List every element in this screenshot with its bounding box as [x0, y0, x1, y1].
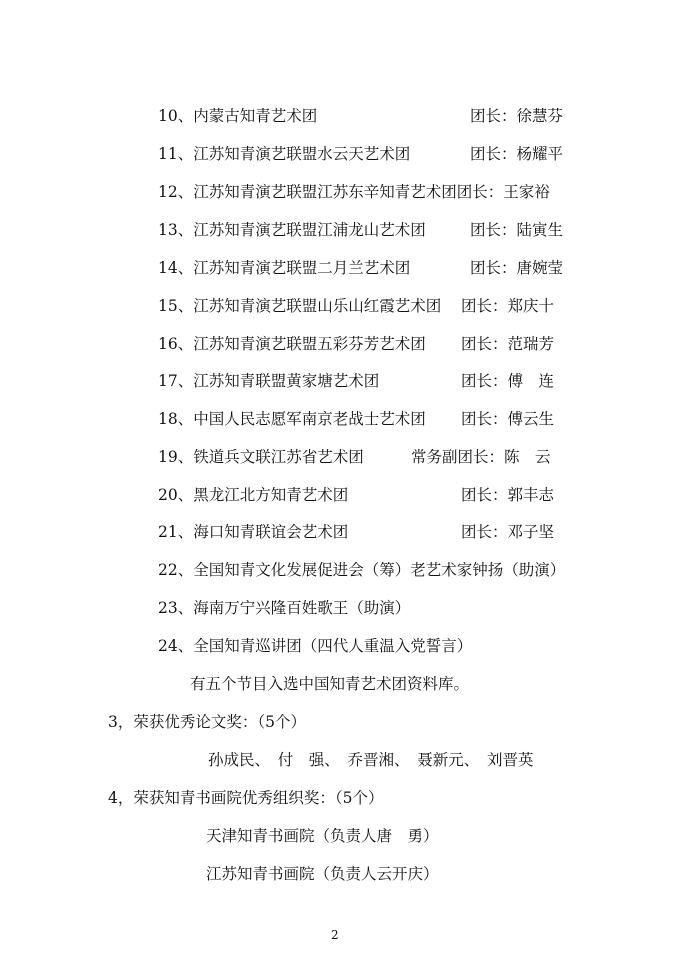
- item-number: 20、: [158, 486, 194, 504]
- troupe-leader: 团长：邓子坚: [461, 523, 555, 541]
- list-item: [158, 144, 410, 164]
- troupe-name: 海南万宁兴隆百姓歌王（助演）: [193, 599, 411, 617]
- item-number: 14、: [158, 259, 194, 277]
- list-item: [158, 447, 364, 467]
- list-item: [158, 485, 348, 505]
- troupe-name: 铁道兵文联江苏省艺术团: [193, 448, 364, 466]
- list-item: [158, 409, 426, 429]
- page-number: 2: [331, 928, 339, 942]
- list-item: [158, 636, 472, 656]
- troupe-name: 江苏知青演艺联盟山乐山红霞艺术团: [193, 297, 442, 315]
- troupe-name: 江苏知青演艺联盟江苏东辛知青艺术团: [193, 183, 457, 201]
- troupe-name: 江苏知青联盟黄家塘艺术团: [193, 372, 380, 390]
- item-number: 21、: [158, 523, 194, 541]
- troupe-name: 江苏知青演艺联盟二月兰艺术团: [193, 259, 411, 277]
- troupe-leader: 团长：唐婉莹: [470, 259, 564, 277]
- list-item: [158, 334, 426, 354]
- section-heading: 3，荣获优秀论文奖：（5个）: [108, 713, 306, 731]
- list-item: [158, 522, 348, 542]
- list-item: [158, 258, 410, 278]
- troupe-name: 全国知青文化发展促进会（筹）老艺术家钟扬（助演）: [193, 561, 566, 579]
- troupe-leader: 团长：傅云生: [461, 410, 555, 428]
- item-number: 24、: [158, 637, 194, 655]
- database-note: 有五个节目入选中国知青艺术团资料库。: [190, 675, 470, 693]
- section-heading: 4，荣获知青书画院优秀组织奖：（5个）: [108, 789, 384, 807]
- list-item: 天津知青书画院（负责人唐 勇）: [206, 827, 439, 845]
- item-number: 12、: [158, 183, 194, 201]
- list-item: [158, 598, 410, 618]
- item-number: 22、: [158, 561, 194, 579]
- troupe-leader: 常务副团长：陈 云: [411, 448, 551, 466]
- item-number: 17、: [158, 372, 194, 390]
- troupe-name: 江苏知青演艺联盟水云天艺术团: [193, 145, 411, 163]
- troupe-leader: 团长：郑庆十: [461, 297, 555, 315]
- list-item: 江苏知青书画院（负责人云开庆）: [206, 865, 439, 883]
- item-number: 15、: [158, 297, 194, 315]
- item-number: 11、: [158, 145, 194, 163]
- troupe-leader: 团长：陆寅生: [470, 221, 564, 239]
- troupe-name: 内蒙古知青艺术团: [193, 107, 318, 125]
- troupe-leader: 团长：杨耀平: [470, 145, 564, 163]
- troupe-name: 海口知青联谊会艺术团: [193, 523, 349, 541]
- item-number: 16、: [158, 335, 194, 353]
- list-item: [158, 296, 441, 316]
- troupe-name: 全国知青巡讲团（四代人重温入党誓言）: [193, 637, 473, 655]
- troupe-name: 中国人民志愿军南京老战士艺术团: [193, 410, 426, 428]
- troupe-leader: 团长：范瑞芳: [461, 335, 555, 353]
- troupe-name: 黑龙江北方知青艺术团: [193, 486, 349, 504]
- list-item: [158, 560, 565, 580]
- list-item: [158, 182, 550, 202]
- list-item: [158, 220, 426, 240]
- troupe-leader: 团长：郭丰志: [461, 486, 555, 504]
- list-item: [158, 371, 379, 391]
- award-names: 孙成民、 付 强、 乔晋湘、 聂新元、 刘晋英: [208, 751, 534, 769]
- troupe-name: 江苏知青演艺联盟江浦龙山艺术团: [193, 221, 426, 239]
- list-item: [158, 106, 317, 126]
- troupe-name: 江苏知青演艺联盟五彩芬芳艺术团: [193, 335, 426, 353]
- item-number: 18、: [158, 410, 194, 428]
- item-number: 19、: [158, 448, 194, 466]
- troupe-leader: 团长：徐慧芬: [470, 107, 564, 125]
- troupe-leader: 团长：王家裕: [456, 183, 550, 201]
- troupe-leader: 团长：傅 连: [461, 372, 555, 390]
- item-number: 13、: [158, 221, 194, 239]
- item-number: 10、: [158, 107, 194, 125]
- item-number: 23、: [158, 599, 194, 617]
